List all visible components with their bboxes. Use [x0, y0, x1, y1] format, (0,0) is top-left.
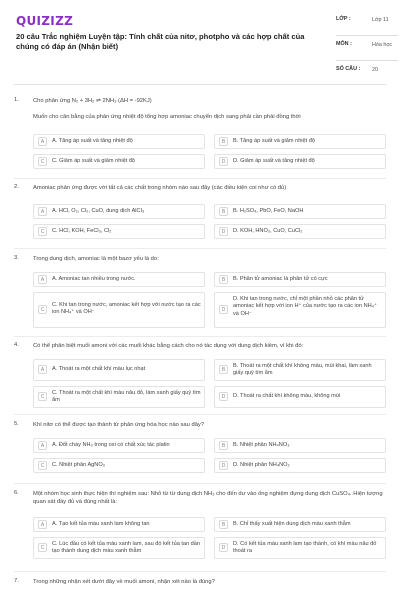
question-number: 6.: [14, 490, 19, 496]
option-letter: A: [38, 137, 47, 146]
option-c[interactable]: [33, 458, 205, 473]
option-text: C. Thoát ra một chất khí màu nâu đỏ, làm xanh giấy quỳ tím ẩm: [52, 390, 201, 404]
option-b[interactable]: [214, 134, 386, 149]
option-text: A. Tạo kết tủa màu xanh lam không tan: [52, 521, 150, 527]
meta-key: LỚP :: [336, 16, 351, 22]
divider: [14, 414, 386, 415]
option-c[interactable]: [33, 292, 205, 328]
option-c[interactable]: [33, 224, 205, 239]
meta-value: Lớp 11: [372, 17, 389, 23]
option-text: D. Có kết tủa màu xanh lam tạo thành, có khí màu nâu đỏ thoát ra: [233, 541, 377, 555]
option-letter: D: [219, 157, 228, 166]
option-b[interactable]: [214, 272, 386, 287]
question-number: 7.: [14, 578, 19, 584]
option-a[interactable]: [33, 272, 205, 287]
option-letter: D: [219, 392, 228, 401]
option-text: B. Thoát ra một chất khí không màu, mùi khai, làm xanh giấy quỳ tím ẩm: [233, 363, 372, 377]
option-letter: C: [38, 461, 47, 470]
question-number: 4.: [14, 342, 19, 348]
option-text: A. Tăng áp suất và tăng nhiệt độ: [52, 138, 133, 144]
option-letter: B: [219, 137, 228, 146]
page-title: 20 câu Trắc nghiệm Luyện tập: Tính chất của nitơ, photpho và các hợp chất của chúng có đáp án (Nhận biết): [16, 32, 305, 51]
option-text: B. Chỉ thấy xuất hiện dung dịch màu xanh thẫm: [233, 521, 351, 527]
option-a[interactable]: [33, 134, 205, 149]
option-letter: B: [219, 275, 228, 284]
question-number: 5.: [14, 421, 19, 427]
option-text: B. H₂SO₄, PbO, FeO, NaOH: [233, 208, 304, 214]
option-letter: C: [38, 392, 47, 401]
worksheet-header: [14, 10, 393, 82]
option-letter: D: [219, 461, 228, 470]
meta-key: SỐ CÂU :: [336, 66, 361, 72]
option-d[interactable]: [214, 224, 386, 239]
divider: [14, 571, 386, 572]
option-text: D. Giảm áp suất và tăng nhiệt độ: [233, 158, 315, 164]
option-letter: C: [38, 543, 47, 552]
option-text: A. Amoniac tan nhiều trong nước.: [52, 276, 136, 282]
option-text: C. Lúc đầu có kết tủa màu xanh lam, sau đó kết tủa tan dần tạo thành dung dịch màu xanh thẫm: [52, 541, 201, 555]
option-text: B. Phân tử amoniac là phân tử có cực: [233, 276, 328, 282]
option-text: B. Nhiệt phân NH₄NO₃: [233, 442, 290, 448]
option-text: A. HCl, O₂, Cl₂, CuO, dung dịch AlCl₃: [52, 208, 145, 214]
option-d[interactable]: [214, 386, 386, 408]
option-b[interactable]: [214, 438, 386, 453]
option-a[interactable]: [33, 517, 205, 532]
option-text: C. Nhiệt phân AgNO₃: [52, 462, 105, 468]
option-letter: A: [38, 520, 47, 529]
meta-key: MÔN :: [336, 41, 352, 47]
divider: [14, 248, 386, 249]
option-d[interactable]: [214, 537, 386, 559]
option-text: D. Thoát ra chất khí không màu, không mùi: [233, 393, 341, 399]
option-text: D. Khi tan trong nước, chỉ một phần nhỏ các phân tử amoniac kết hợp với ion H⁺ của nước tạo ra các ion NH₄⁺ và OH⁻: [233, 296, 377, 317]
option-letter: A: [38, 207, 47, 216]
question-text: Một nhóm học sinh thực hiện thí nghiệm sau: Nhỏ từ từ dung dịch NH₃ cho đến dư vào ống nghiệm đựng dung dịch CuSO₄. Hiện tượng quan sát đầy đủ và đúng nhất là:: [33, 491, 383, 506]
divider: [336, 35, 398, 36]
option-letter: A: [38, 441, 47, 450]
option-a[interactable]: [33, 204, 205, 219]
option-text: D. Nhiệt phân NH₄NO₂: [233, 462, 290, 468]
option-c[interactable]: [33, 386, 205, 408]
question-text: Có thể phân biệt muối amoni với các muối khác bằng cách cho nó tác dụng với dung dịch kiềm, vì khi đó:: [33, 343, 304, 349]
option-c[interactable]: [33, 154, 205, 169]
option-d[interactable]: [214, 292, 386, 328]
option-letter: C: [38, 157, 47, 166]
option-letter: B: [219, 207, 228, 216]
divider: [14, 178, 386, 179]
question-number: 2.: [14, 184, 19, 190]
option-letter: A: [38, 365, 47, 374]
option-letter: C: [38, 227, 47, 236]
option-text: A. Đốt cháy NH₃ trong oxi có chất xúc tác platin: [52, 442, 170, 448]
option-text: C. HCl, KOH, FeCl₃, Cl₂: [52, 228, 112, 234]
option-a[interactable]: [33, 438, 205, 453]
question-text: Trong dung dịch, amoniac là một bazơ yếu là do:: [33, 256, 159, 262]
question-text: Amoniac phản ứng được với tất cả các chất trong nhóm nào sau đây (các điều kiện coi như có đủ): [33, 185, 287, 191]
option-text: B. Tăng áp suất và giảm nhiệt độ: [233, 138, 315, 144]
option-d[interactable]: [214, 458, 386, 473]
option-c[interactable]: [33, 537, 205, 559]
option-b[interactable]: [214, 204, 386, 219]
divider: [14, 483, 386, 484]
option-a[interactable]: [33, 359, 205, 381]
question-text: Khí nitơ có thể được tạo thành từ phản ứng hóa học nào sau đây?: [33, 422, 205, 428]
option-text: A. Thoát ra một chất khí màu lục nhạt: [52, 366, 146, 372]
option-letter: B: [219, 520, 228, 529]
option-d[interactable]: [214, 154, 386, 169]
option-b[interactable]: [214, 517, 386, 532]
option-b[interactable]: [214, 359, 386, 381]
option-letter: D: [219, 543, 228, 552]
divider: [14, 336, 386, 337]
question-number: 1.: [14, 97, 19, 103]
question-number: 3.: [14, 255, 19, 261]
option-letter: B: [219, 365, 228, 374]
option-text: D. KOH, HNO₃, CuO, CuCl₂: [233, 228, 303, 234]
question-text: Trong những nhận xét dưới đây về muối amoni, nhận xét nào là đúng?: [33, 579, 215, 585]
divider: [14, 84, 386, 85]
option-letter: D: [219, 305, 228, 314]
question-text: Cho phản ứng N₂ + 3H₂ ⇌ 2NH₃ (ΔH = -92KJ): [33, 98, 152, 104]
option-letter: C: [38, 305, 47, 314]
meta-value: Hóa học: [372, 42, 393, 48]
divider: [336, 60, 398, 61]
option-text: C. Giảm áp suất và giảm nhiệt độ: [52, 158, 136, 164]
option-letter: A: [38, 275, 47, 284]
option-letter: B: [219, 441, 228, 450]
meta-value: 20: [372, 67, 378, 73]
option-text: C. Khi tan trong nước, amoniac kết hợp với nước tạo ra các ion NH₄⁺ và OH⁻: [52, 302, 201, 316]
question-text-secondary: Muốn cho cân bằng của phản ứng nhiệt độ tổng hợp amoniac chuyển dịch sang phải cần phải đồng thời: [33, 114, 301, 120]
option-letter: D: [219, 227, 228, 236]
quizizz-logo: QUIZIZZ: [16, 14, 74, 28]
